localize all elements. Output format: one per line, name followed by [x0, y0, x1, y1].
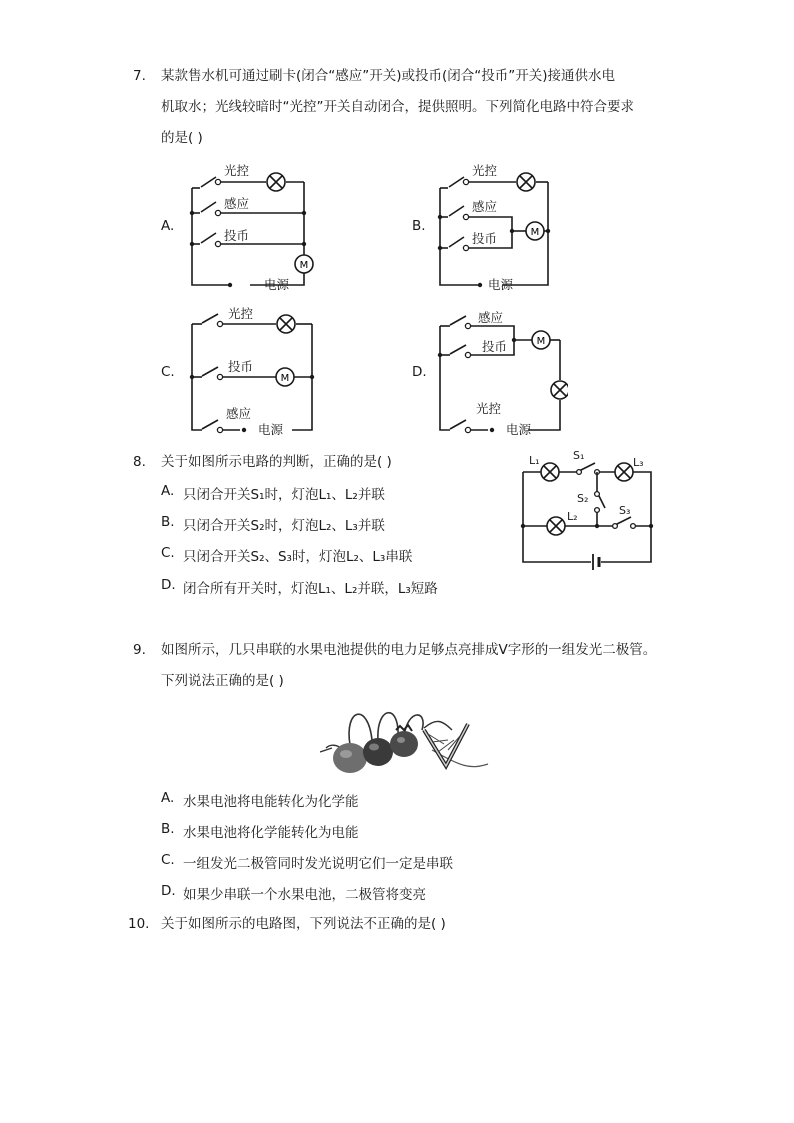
question-text-line-3: 的是( )	[161, 130, 203, 146]
lamp-l2-label: L₂	[567, 510, 578, 523]
question-number: 10.	[128, 916, 150, 932]
lamp-l3-label: L₃	[633, 456, 644, 469]
light-switch-label: 光控	[224, 163, 250, 178]
switch-s3-label: S₃	[619, 504, 631, 517]
question-text-line-2: 下列说法正确的是( )	[161, 673, 284, 689]
option-text-a[interactable]: 水果电池将电能转化为化学能	[183, 794, 359, 810]
circuit-diagram-b	[428, 155, 568, 295]
fruit-battery-photo	[320, 700, 490, 778]
option-text-c[interactable]: 一组发光二极管同时发光说明它们一定是串联	[183, 856, 453, 872]
motor-symbol: M	[299, 260, 309, 271]
option-letter-c[interactable]: C.	[161, 852, 175, 868]
question-number: 8.	[133, 454, 146, 470]
option-letter-a[interactable]: A.	[161, 218, 175, 234]
light-switch-label: 光控	[228, 306, 254, 321]
circuit-diagram-q8	[515, 450, 657, 570]
motor-symbol: M	[536, 336, 546, 347]
question-text-line-1: 某款售水机可通过刷卡(闭合“感应”开关)或投币(闭合“投币”开关)接通供水电	[161, 68, 616, 84]
sense-switch-label: 感应	[472, 199, 498, 214]
switch-s1-label: S₁	[573, 450, 585, 462]
option-letter-b[interactable]: B.	[412, 218, 426, 234]
circuit-diagram-a	[180, 155, 320, 295]
motor-symbol: M	[530, 227, 540, 238]
option-letter-d[interactable]: D.	[161, 883, 176, 899]
option-text-d[interactable]: 如果少串联一个水果电池，二极管将变亮	[183, 887, 426, 903]
option-letter-d[interactable]: D.	[161, 577, 176, 593]
sense-switch-label: 感应	[224, 196, 250, 211]
light-switch-label: 光控	[476, 401, 502, 416]
option-text-b[interactable]: 只闭合开关S₂时，灯泡L₂、L₃并联	[183, 518, 385, 534]
power-label: 电源	[258, 422, 284, 437]
question-number: 7.	[133, 68, 146, 84]
option-letter-c[interactable]: C.	[161, 545, 175, 561]
circuit-diagram-c	[180, 300, 320, 440]
question-stem: 关于如图所示的电路图，下列说法不正确的是( )	[161, 916, 446, 932]
coin-switch-label: 投币	[228, 359, 254, 374]
option-text-b[interactable]: 水果电池将化学能转化为电能	[183, 825, 359, 841]
option-text-a[interactable]: 只闭合开关S₁时，灯泡L₁、L₂并联	[183, 487, 385, 503]
option-text-c[interactable]: 只闭合开关S₂、S₃时，灯泡L₂、L₃串联	[183, 549, 413, 565]
circuit-diagram-d	[428, 300, 568, 440]
option-letter-b[interactable]: B.	[161, 821, 175, 837]
sense-switch-label: 感应	[226, 406, 252, 421]
power-label: 电源	[264, 277, 290, 292]
coin-switch-label: 投币	[482, 339, 508, 354]
option-letter-a[interactable]: A.	[161, 790, 175, 806]
option-letter-d[interactable]: D.	[412, 364, 427, 380]
option-letter-a[interactable]: A.	[161, 483, 175, 499]
question-stem: 关于如图所示电路的判断，正确的是( )	[161, 454, 392, 470]
question-text-line-1: 如图所示，几只串联的水果电池提供的电力足够点亮排成V字形的一组发光二极管。	[161, 642, 657, 658]
question-text-line-2: 机取水；光线较暗时“光控”开关自动闭合，提供照明。下列简化电路中符合要求	[161, 99, 634, 115]
light-switch-label: 光控	[472, 163, 498, 178]
switch-s2-label: S₂	[577, 492, 589, 505]
option-text-d[interactable]: 闭合所有开关时，灯泡L₁、L₂并联，L₃短路	[183, 581, 438, 597]
sense-switch-label: 感应	[478, 310, 504, 325]
option-letter-c[interactable]: C.	[161, 364, 175, 380]
coin-switch-label: 投币	[224, 228, 250, 243]
coin-switch-label: 投币	[472, 231, 498, 246]
option-letter-b[interactable]: B.	[161, 514, 175, 530]
power-label: 电源	[488, 277, 514, 292]
lamp-l1-label: L₁	[529, 454, 540, 467]
question-number: 9.	[133, 642, 146, 658]
motor-symbol: M	[280, 373, 290, 384]
power-label: 电源	[506, 422, 532, 437]
